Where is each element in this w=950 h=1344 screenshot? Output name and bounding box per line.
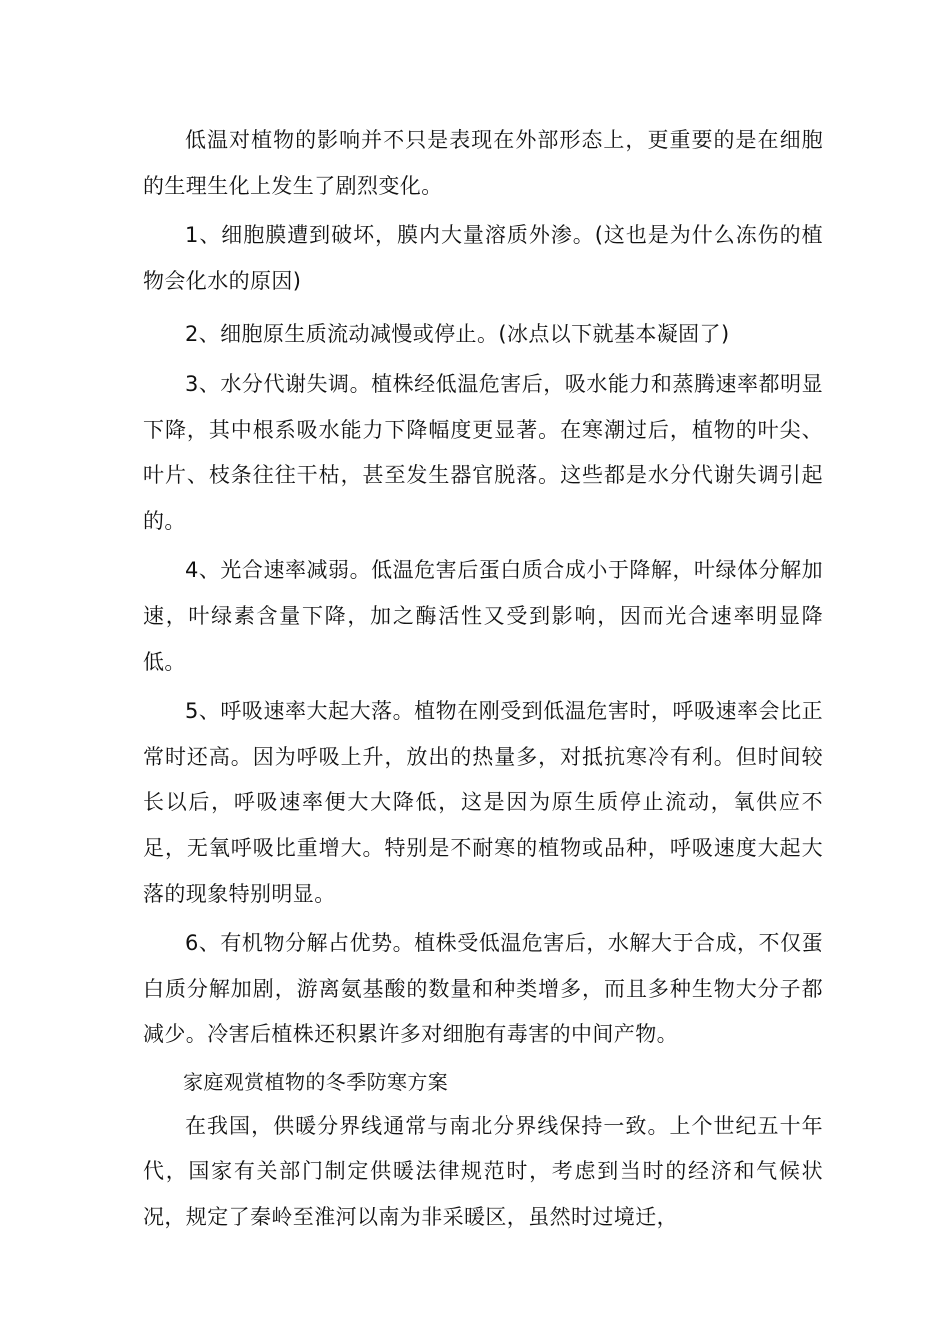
point-2-paragraph: 2、细胞原生质流动减慢或停止。(冰点以下就基本凝固了) [185, 322, 730, 347]
point-5-paragraph: 5、呼吸速率大起大落。植物在刚受到低温危害时，呼吸速率会比正常时还高。因为呼吸上升，放出的热量多，对抵抗寒冷有利。但时间较长以后，呼吸速率便大大降低，这是因为原生质停止流动，氧供应不足，无氧呼吸比重增大。特别是不耐寒的植物或品种，呼吸速度大起大落的现象特别明显。 [143, 699, 823, 906]
point-6-paragraph: 6、有机物分解占优势。植株受低温危害后，水解大于合成，不仅蛋白质分解加剧，游离氨基酸的数量和种类增多，而且多种生物大分子都减少。冷害后植株还积累许多对细胞有毒害的中间产物。 [143, 931, 823, 1047]
section-heading: 家庭观赏植物的冬季防寒方案 [183, 1069, 449, 1094]
intro-paragraph: 低温对植物的影响并不只是表现在外部形态上，更重要的是在细胞的生理生化上发生了剧烈变化。 [143, 128, 823, 198]
point-4-paragraph: 4、光合速率减弱。低温危害后蛋白质合成小于降解，叶绿体分解加速，叶绿素含量下降，加之酶活性又受到影响，因而光合速率明显降低。 [143, 558, 823, 674]
section-paragraph: 在我国，供暖分界线通常与南北分界线保持一致。上个世纪五十年代，国家有关部门制定供暖法律规范时，考虑到当时的经济和气候状况，规定了秦岭至淮河以南为非采暖区，虽然时过境迁， [143, 1113, 823, 1230]
document-body [143, 118, 823, 1241]
point-3-paragraph: 3、水分代谢失调。植株经低温危害后，吸水能力和蒸腾速率都明显下降，其中根系吸水能力下降幅度更显著。在寒潮过后，植物的叶尖、叶片、枝条往往干枯，甚至发生器官脱落。这些都是水分代谢失调引起的。 [143, 371, 823, 533]
point-1-paragraph: 1、细胞膜遭到破坏，膜内大量溶质外渗。(这也是为什么冻伤的植物会化水的原因) [143, 223, 823, 293]
